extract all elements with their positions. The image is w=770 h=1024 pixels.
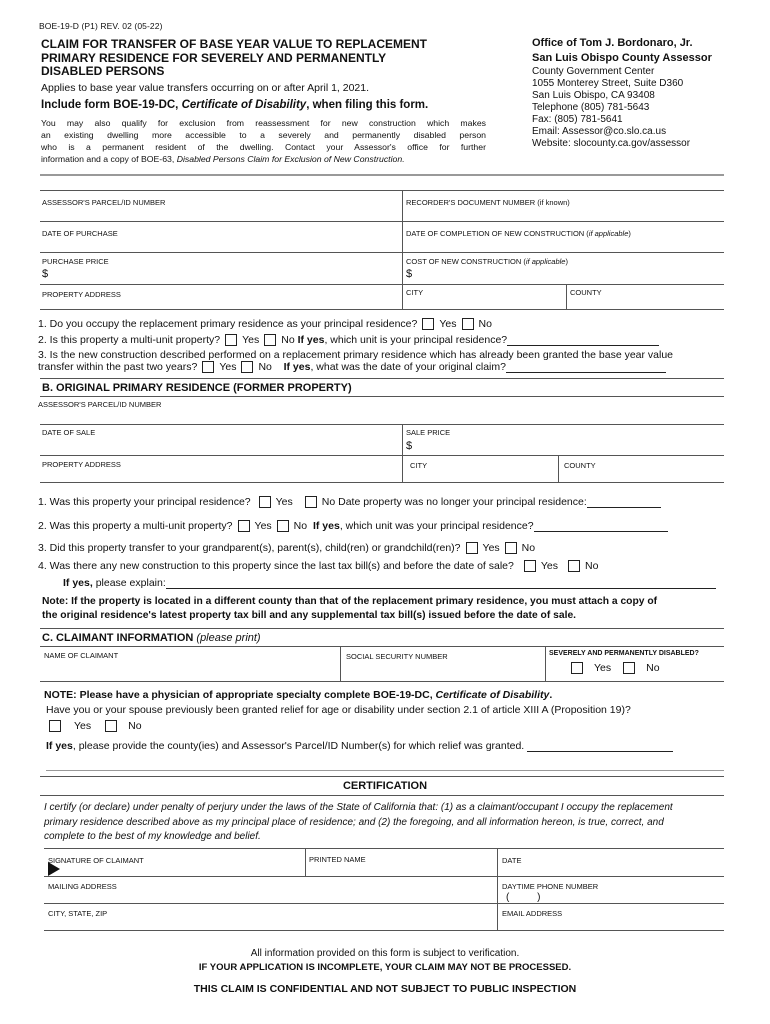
checkbox-relief-yes[interactable]	[49, 720, 61, 732]
if-yes: If yes	[283, 361, 311, 373]
checkbox-a3-no[interactable]	[241, 361, 253, 373]
recorder-input[interactable]	[406, 206, 722, 220]
completion-date-input[interactable]	[406, 237, 722, 251]
grid-line	[566, 284, 567, 309]
claimant-name-input[interactable]	[44, 660, 336, 678]
yes-label: Yes	[219, 361, 237, 373]
unit-input[interactable]	[507, 334, 659, 346]
section-c-heading-bold: C. CLAIMANT INFORMATION	[42, 632, 194, 644]
recorder-label: RECORDER'S DOCUMENT NUMBER (if known)	[406, 198, 570, 207]
address-label: PROPERTY ADDRESS	[42, 460, 121, 469]
cost-post: )	[565, 257, 568, 266]
completion-italic: if applicable	[588, 229, 629, 238]
checkbox-b2-yes[interactable]	[238, 520, 250, 532]
question-b1-date: Date property was no longer your principal residence:	[338, 496, 587, 508]
email-label: EMAIL ADDRESS	[502, 909, 563, 918]
completion-post: )	[628, 229, 631, 238]
divider	[40, 190, 724, 191]
yes-label: Yes	[594, 662, 612, 674]
no-label: No	[521, 542, 536, 554]
checkbox-a2-no[interactable]	[264, 334, 276, 346]
question-b2-text: 2. Was this property a multi-unit property?	[38, 520, 233, 532]
question-b4	[38, 560, 598, 572]
question-b4-explain	[63, 577, 716, 589]
yes-label: Yes	[439, 318, 457, 330]
question-b2	[38, 520, 668, 532]
footer-verification: All information provided on this form is subject to verification.	[250, 948, 520, 959]
grid-line	[340, 646, 341, 681]
sale-price-input[interactable]	[416, 437, 722, 453]
office-line-1: County Government Center	[532, 66, 655, 77]
checkbox-b1-no[interactable]	[305, 496, 317, 508]
explain-label: please explain:	[92, 577, 166, 589]
purchase-date-label: DATE OF PURCHASE	[42, 229, 118, 238]
dollar-sign: $	[42, 268, 49, 280]
yes-label: Yes	[275, 496, 293, 508]
sale-date-input[interactable]	[42, 437, 398, 453]
office-website: Website: slocounty.ca.gov/assessor	[532, 138, 691, 149]
dollar-sign: $	[406, 440, 413, 452]
address-label: PROPERTY ADDRESS	[42, 290, 121, 299]
include-italic: Certificate of Disability	[181, 99, 307, 111]
previous-relief-question: Have you or your spouse previously been granted relief for age or disability under section 2.1 of article XIII A (Proposition 19)?	[46, 704, 631, 716]
office-line-2: 1055 Monterey Street, Suite D360	[532, 78, 684, 89]
city-label: CITY	[410, 461, 428, 470]
office-email: Email: Assessor@co.slo.ca.us	[532, 126, 667, 137]
disabled-label: SEVERELY AND PERMANENTLY DISABLED?	[549, 650, 699, 657]
checkbox-a3-yes[interactable]	[202, 361, 214, 373]
date-input[interactable]	[502, 864, 722, 875]
grid-line	[44, 930, 724, 931]
footer-incomplete: IF YOUR APPLICATION IS INCOMPLETE, YOUR CLAIM MAY NOT BE PROCESSED.	[198, 962, 572, 973]
certification-line-2: primary residence described above as my principal place of residence; and (2) the foregoing, and all information hereon, is true, correct, and	[44, 816, 664, 828]
city-state-zip-label: CITY, STATE, ZIP	[48, 909, 108, 918]
mailing-address-label: MAILING ADDRESS	[48, 882, 117, 891]
assessor-office	[532, 36, 712, 150]
form-code: BOE-19-D (P1) REV. 02 (05-22)	[39, 21, 163, 31]
original-claim-date-input[interactable]	[506, 361, 666, 373]
applies-text: Applies to base year value transfers occurring on or after April 1, 2021.	[41, 82, 370, 94]
phone-input[interactable]	[548, 890, 722, 902]
note-line-1: Note: If the property is located in a different county than that of the replacement primary residence, you must attach a copy of	[42, 596, 658, 607]
address-input[interactable]	[42, 298, 398, 308]
qualify-text	[41, 117, 486, 165]
grid-line	[44, 876, 724, 877]
grid-line	[545, 646, 546, 681]
yes-label: Yes	[254, 520, 272, 532]
ssn-label: SOCIAL SECURITY NUMBER	[346, 652, 448, 661]
relief-details-input[interactable]	[527, 740, 673, 752]
checkbox-a1-no[interactable]	[462, 318, 474, 330]
question-b2-followup: , which unit was your principal residence?	[339, 520, 534, 532]
yes-label: Yes	[482, 542, 500, 554]
signature-arrow-icon	[48, 862, 60, 876]
grid-line	[40, 309, 724, 310]
yes-label: Yes	[242, 334, 260, 346]
physician-note-post: .	[549, 689, 553, 701]
question-a2-text: 2. Is this property a multi-unit property?	[38, 334, 221, 346]
phone-label: DAYTIME PHONE NUMBER	[502, 882, 599, 891]
qualify-line-4-pre: information and a copy of BOE-63,	[41, 154, 177, 164]
include-post: , when filing this form.	[306, 99, 429, 111]
cost-italic: if applicable	[525, 257, 566, 266]
if-yes: If yes	[297, 334, 325, 346]
grid-line	[40, 424, 724, 425]
grid-line	[497, 848, 498, 930]
question-b1-text: 1. Was this property your principal residence?	[38, 496, 251, 508]
grid-line	[44, 903, 724, 904]
qualify-line-4-italic: Disabled Persons Claim for Exclusion of New Construction.	[176, 154, 405, 164]
cost-input[interactable]	[416, 266, 722, 282]
purchase-price-label: PURCHASE PRICE	[42, 257, 109, 266]
checkbox-b4-yes[interactable]	[524, 560, 536, 572]
physician-note-italic: Certificate of Disability	[435, 689, 550, 701]
qualify-line-1: You may also qualify for exclusion from reassessment for new construction which makes	[41, 118, 486, 128]
checkbox-b3-no[interactable]	[505, 542, 517, 554]
if-yes: If yes	[46, 740, 73, 752]
county-label: COUNTY	[564, 461, 596, 470]
grid-line	[40, 284, 724, 285]
title-line-2: PRIMARY RESIDENCE FOR SEVERELY AND PERMANENTLY	[41, 50, 387, 65]
sale-price-label: SALE PRICE	[406, 428, 451, 437]
checkbox-b1-yes[interactable]	[259, 496, 271, 508]
former-parcel-input[interactable]	[40, 409, 724, 423]
office-name: Office of Tom J. Bordonaro, Jr.	[532, 37, 693, 49]
if-yes: If yes,	[63, 577, 93, 589]
yes-label: Yes	[74, 720, 92, 732]
no-label: No	[585, 560, 599, 572]
question-a1	[38, 318, 492, 330]
parcel-input[interactable]	[42, 206, 398, 220]
grid-line	[558, 455, 559, 482]
divider	[40, 795, 724, 796]
grid-line	[402, 424, 403, 482]
relief-details-label: , please provide the county(ies) and Assessor's Parcel/ID Number(s) for which relief was granted.	[72, 740, 525, 752]
divider	[40, 646, 724, 647]
checkbox-disabled-no[interactable]	[623, 662, 635, 674]
qualify-line-2: an existing dwelling more accessible to a severely and permanently disabled person	[41, 130, 486, 140]
city-state-zip-input[interactable]	[48, 917, 493, 929]
no-label: No	[258, 361, 272, 373]
purchase-date-input[interactable]	[42, 237, 398, 251]
parcel-label: ASSESSOR'S PARCEL/ID NUMBER	[38, 400, 162, 409]
checkbox-a1-yes[interactable]	[422, 318, 434, 330]
sale-date-label: DATE OF SALE	[42, 428, 96, 437]
explain-input[interactable]	[166, 577, 716, 589]
if-yes: If yes	[312, 520, 340, 532]
divider	[40, 681, 724, 682]
section-b-heading: B. ORIGINAL PRIMARY RESIDENCE (FORMER PROPERTY)	[42, 382, 352, 394]
no-label: No	[293, 520, 308, 532]
signature-input[interactable]	[64, 862, 302, 876]
signature-label: SIGNATURE OF CLAIMANT	[48, 856, 144, 865]
grid-line	[305, 848, 306, 876]
phone-area-code: ( )	[506, 892, 541, 903]
certification-line-1: I certify (or declare) under penalty of perjury under the laws of the State of California that: (1) as a claimant/occupant I occupy the replacement	[44, 802, 673, 813]
note-different-county	[42, 595, 657, 623]
certification-line-3: complete to the best of my knowledge and belief.	[44, 831, 261, 842]
cost-label	[406, 257, 568, 266]
no-label: No	[478, 318, 492, 330]
mailing-address-input[interactable]	[48, 890, 493, 902]
cost-pre: COST OF NEW CONSTRUCTION (	[406, 257, 526, 266]
divider	[40, 776, 724, 777]
email-input[interactable]	[502, 917, 722, 929]
title-line-1: CLAIM FOR TRANSFER OF BASE YEAR VALUE TO REPLACEMENT	[41, 37, 428, 51]
office-title: San Luis Obispo County Assessor	[532, 52, 712, 64]
question-b3	[38, 542, 535, 554]
checkbox-a2-yes[interactable]	[225, 334, 237, 346]
date-no-longer-input[interactable]	[587, 496, 661, 508]
divider	[40, 628, 724, 629]
no-label: No	[281, 334, 295, 346]
office-line-3: San Luis Obispo, CA 93408	[532, 90, 655, 101]
grid-line	[44, 848, 724, 849]
form-title	[41, 38, 427, 79]
previous-relief-options	[44, 720, 142, 732]
relief-details	[46, 740, 673, 752]
grid-line	[402, 190, 403, 309]
grid-line	[40, 455, 724, 456]
printed-name-label: PRINTED NAME	[309, 855, 366, 864]
note-line-2: the original residence's latest property tax bill and any supplemental tax bill(s) issued before the date of sale.	[42, 610, 577, 621]
date-label: DATE	[502, 856, 522, 865]
completion-pre: DATE OF COMPLETION OF NEW CONSTRUCTION (	[406, 229, 589, 238]
question-b1	[38, 496, 661, 508]
purchase-price-input[interactable]	[52, 266, 398, 282]
question-a2	[38, 334, 659, 346]
section-c-heading-italic: (please print)	[193, 632, 261, 644]
no-label: No	[321, 496, 336, 508]
checkbox-relief-no[interactable]	[105, 720, 117, 732]
no-label: No	[646, 662, 660, 674]
yes-label: Yes	[540, 560, 559, 572]
question-a3-line-1: 3. Is the new construction described performed on a replacement primary residence which has already been granted the base year value	[38, 349, 674, 361]
divider	[40, 378, 724, 379]
certification-text	[44, 801, 726, 845]
question-a3-followup: , what was the date of your original claim?	[310, 361, 506, 373]
question-a3-line-2: transfer within the past two years?	[38, 361, 198, 373]
physician-note	[44, 689, 552, 701]
divider	[40, 174, 724, 176]
claimant-name-label: NAME OF CLAIMANT	[44, 651, 119, 660]
physician-note-pre: NOTE: Please have a physician of appropriate specialty complete BOE-19-DC,	[44, 689, 436, 701]
footer-confidential: THIS CLAIM IS CONFIDENTIAL AND NOT SUBJECT TO PUBLIC INSPECTION	[193, 983, 577, 995]
qualify-line-3: who is a permanent resident of the dwelling. Contact your Assessor's office for further	[41, 142, 486, 152]
checkbox-b3-yes[interactable]	[466, 542, 478, 554]
no-label: No	[128, 720, 142, 732]
ssn-input[interactable]	[346, 660, 542, 678]
grid-line	[40, 221, 724, 222]
city-label: CITY	[406, 288, 424, 297]
section-c-heading	[42, 632, 261, 644]
checkbox-b2-no[interactable]	[277, 520, 289, 532]
grid-line	[40, 252, 724, 253]
title-line-3: DISABLED PERSONS	[41, 64, 165, 78]
office-phone: Telephone (805) 781-5643	[532, 102, 650, 113]
question-a3	[38, 349, 673, 373]
include-text	[41, 99, 428, 111]
question-a1-text: 1. Do you occupy the replacement primary residence as your principal residence?	[38, 318, 418, 330]
question-b4-text: 4. Was there any new construction to this property since the last tax bill(s) and before the date of sale?	[38, 560, 514, 572]
certification-heading: CERTIFICATION	[342, 780, 428, 792]
question-a2-followup: , which unit is your principal residence?	[324, 334, 508, 346]
printed-name-input[interactable]	[309, 863, 493, 875]
checkbox-disabled-yes[interactable]	[571, 662, 583, 674]
qualify-line-4	[41, 153, 486, 165]
disabled-options	[566, 662, 660, 674]
former-unit-input[interactable]	[534, 520, 668, 532]
office-fax: Fax: (805) 781-5641	[532, 114, 623, 125]
parcel-label: ASSESSOR'S PARCEL/ID NUMBER	[42, 198, 166, 207]
include-pre: Include form BOE-19-DC,	[41, 99, 182, 111]
answer-line	[46, 770, 724, 771]
checkbox-b4-no[interactable]	[568, 560, 580, 572]
grid-line	[40, 482, 724, 483]
dollar-sign: $	[406, 268, 413, 280]
county-label: COUNTY	[570, 288, 602, 297]
divider	[40, 396, 724, 397]
question-b3-text: 3. Did this property transfer to your grandparent(s), parent(s), child(ren) or grandchild(ren)?	[38, 542, 461, 554]
